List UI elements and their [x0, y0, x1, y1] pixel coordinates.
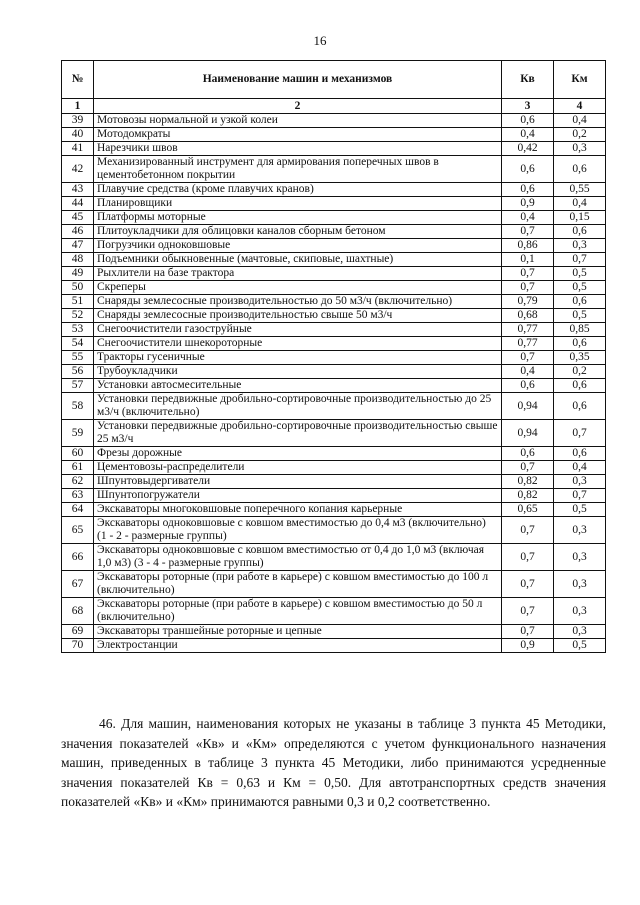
machine-name: Подъемники обыкновенные (мачтовые, скиповые, шахтные) [94, 253, 502, 267]
table-row [62, 365, 606, 379]
km-value: 0,85 [554, 323, 606, 337]
row-number: 63 [62, 489, 94, 503]
machine-name: Механизированный инструмент для армирования поперечных швов в цементобетонном покрытии [94, 156, 502, 183]
table-row [62, 489, 606, 503]
km-value: 0,15 [554, 211, 606, 225]
machine-name: Плитоукладчики для облицовки каналов сборным бетоном [94, 225, 502, 239]
km-value: 0,3 [554, 598, 606, 625]
kv-value: 0,9 [502, 639, 554, 653]
machine-name: Экскаваторы многоковшовые поперечного копания карьерные [94, 503, 502, 517]
machine-name: Экскаваторы роторные (при работе в карьере) с ковшом вместимостью до 50 л (включительно) [94, 598, 502, 625]
table-row [62, 295, 606, 309]
km-value: 0,6 [554, 295, 606, 309]
column-number-3: 3 [502, 99, 554, 114]
table-row [62, 517, 606, 544]
row-number: 52 [62, 309, 94, 323]
row-number: 66 [62, 544, 94, 571]
km-value: 0,5 [554, 639, 606, 653]
row-number: 43 [62, 183, 94, 197]
km-value: 0,5 [554, 503, 606, 517]
machine-name: Снегоочистители газоструйные [94, 323, 502, 337]
table-row [62, 461, 606, 475]
page-number: 16 [313, 33, 327, 48]
row-number: 51 [62, 295, 94, 309]
machine-name: Мотодомкраты [94, 128, 502, 142]
machine-name: Погрузчики одноковшовые [94, 239, 502, 253]
km-value: 0,3 [554, 475, 606, 489]
km-value: 0,7 [554, 489, 606, 503]
machine-name: Установки передвижные дробильно-сортировочные производительностью свыше 25 м3/ч [94, 420, 502, 447]
column-number-2: 2 [94, 99, 502, 114]
kv-value: 0,65 [502, 503, 554, 517]
machine-name: Экскаваторы одноковшовые с ковшом вместимостью до 0,4 м3 (включительно) (1 - 2 - размерные группы) [94, 517, 502, 544]
machine-name: Установки автосмесительные [94, 379, 502, 393]
table-row [62, 598, 606, 625]
machine-name: Экскаваторы одноковшовые с ковшом вместимостью от 0,4 до 1,0 м3 (включая 1,0 м3) (3 - 4 - размерные группы) [94, 544, 502, 571]
row-number: 44 [62, 197, 94, 211]
km-value: 0,3 [554, 142, 606, 156]
machine-name: Цементовозы-распределители [94, 461, 502, 475]
row-number: 62 [62, 475, 94, 489]
row-number: 53 [62, 323, 94, 337]
header-kv: Кв [502, 61, 554, 99]
kv-value: 0,6 [502, 379, 554, 393]
kv-value: 0,94 [502, 393, 554, 420]
table-row [62, 239, 606, 253]
kv-value: 0,7 [502, 225, 554, 239]
table-row [62, 253, 606, 267]
table-row [62, 625, 606, 639]
header-number: № [62, 61, 94, 99]
kv-value: 0,94 [502, 420, 554, 447]
km-value: 0,4 [554, 461, 606, 475]
kv-value: 0,6 [502, 156, 554, 183]
table-row [62, 571, 606, 598]
row-number: 59 [62, 420, 94, 447]
km-value: 0,6 [554, 447, 606, 461]
row-number: 50 [62, 281, 94, 295]
kv-value: 0,7 [502, 544, 554, 571]
km-value: 0,55 [554, 183, 606, 197]
table-row [62, 475, 606, 489]
paragraph-46: 46. Для машин, наименования которых не указаны в таблице 3 пункта 45 Методики, значения показателей «Кв» и «Км» определяются с учетом функционального назначения машин, приведенных в таблице 3 пункта 45 Методики, либо принимаются усредненные значения показателей Кв = 0,63 и Км = 0,50. Для автотранспортных средств значения показателей «Кв» и «Км» принимаются равными 0,3 и 0,2 соответственно. [61, 716, 606, 809]
kv-value: 0,7 [502, 281, 554, 295]
table-row [62, 447, 606, 461]
machine-name: Мотовозы нормальной и узкой колеи [94, 114, 502, 128]
table-row [62, 309, 606, 323]
machines-table [61, 60, 606, 653]
km-value: 0,7 [554, 420, 606, 447]
row-number: 49 [62, 267, 94, 281]
kv-value: 0,6 [502, 183, 554, 197]
kv-value: 0,6 [502, 114, 554, 128]
machine-name: Планировщики [94, 197, 502, 211]
km-value: 0,3 [554, 625, 606, 639]
kv-value: 0,9 [502, 197, 554, 211]
row-number: 41 [62, 142, 94, 156]
machine-name: Скреперы [94, 281, 502, 295]
row-number: 39 [62, 114, 94, 128]
kv-value: 0,7 [502, 517, 554, 544]
table-row [62, 128, 606, 142]
row-number: 70 [62, 639, 94, 653]
km-value: 0,6 [554, 337, 606, 351]
kv-value: 0,7 [502, 351, 554, 365]
km-value: 0,7 [554, 253, 606, 267]
column-number-1: 1 [62, 99, 94, 114]
km-value: 0,6 [554, 379, 606, 393]
row-number: 69 [62, 625, 94, 639]
machine-name: Снаряды землесосные производительностью свыше 50 м3/ч [94, 309, 502, 323]
machine-name: Экскаваторы траншейные роторные и цепные [94, 625, 502, 639]
km-value: 0,3 [554, 239, 606, 253]
km-value: 0,6 [554, 225, 606, 239]
table-row [62, 351, 606, 365]
km-value: 0,6 [554, 156, 606, 183]
machine-name: Нарезчики швов [94, 142, 502, 156]
table-row [62, 323, 606, 337]
kv-value: 0,7 [502, 267, 554, 281]
kv-value: 0,77 [502, 323, 554, 337]
column-number-4: 4 [554, 99, 606, 114]
row-number: 58 [62, 393, 94, 420]
table-row [62, 225, 606, 239]
km-value: 0,3 [554, 544, 606, 571]
kv-value: 0,4 [502, 211, 554, 225]
km-value: 0,4 [554, 197, 606, 211]
machine-name: Плавучие средства (кроме плавучих кранов) [94, 183, 502, 197]
kv-value: 0,4 [502, 128, 554, 142]
kv-value: 0,79 [502, 295, 554, 309]
km-value: 0,3 [554, 517, 606, 544]
row-number: 61 [62, 461, 94, 475]
km-value: 0,4 [554, 114, 606, 128]
km-value: 0,2 [554, 365, 606, 379]
kv-value: 0,4 [502, 365, 554, 379]
km-value: 0,2 [554, 128, 606, 142]
row-number: 57 [62, 379, 94, 393]
table-row [62, 142, 606, 156]
machine-name: Рыхлители на базе трактора [94, 267, 502, 281]
row-number: 48 [62, 253, 94, 267]
row-number: 47 [62, 239, 94, 253]
machine-name: Фрезы дорожные [94, 447, 502, 461]
header-km: Км [554, 61, 606, 99]
table-header-row [62, 61, 606, 99]
table-row [62, 337, 606, 351]
row-number: 42 [62, 156, 94, 183]
row-number: 68 [62, 598, 94, 625]
machine-name: Экскаваторы роторные (при работе в карьере) с ковшом вместимостью до 100 л (включительно) [94, 571, 502, 598]
km-value: 0,5 [554, 281, 606, 295]
kv-value: 0,77 [502, 337, 554, 351]
row-number: 40 [62, 128, 94, 142]
row-number: 45 [62, 211, 94, 225]
km-value: 0,3 [554, 571, 606, 598]
row-number: 56 [62, 365, 94, 379]
machine-name: Снаряды землесосные производительностью до 50 м3/ч (включительно) [94, 295, 502, 309]
kv-value: 0,82 [502, 489, 554, 503]
machine-name: Трубоукладчики [94, 365, 502, 379]
kv-value: 0,7 [502, 461, 554, 475]
machine-name: Тракторы гусеничные [94, 351, 502, 365]
kv-value: 0,7 [502, 625, 554, 639]
row-number: 54 [62, 337, 94, 351]
kv-value: 0,7 [502, 598, 554, 625]
table-row [62, 393, 606, 420]
machine-name: Шпунтопогружатели [94, 489, 502, 503]
machine-name: Установки передвижные дробильно-сортировочные производительностью до 25 м3/ч (включительно) [94, 393, 502, 420]
kv-value: 0,42 [502, 142, 554, 156]
kv-value: 0,86 [502, 239, 554, 253]
kv-value: 0,1 [502, 253, 554, 267]
table-row [62, 197, 606, 211]
column-numbers-row [62, 99, 606, 114]
machine-name: Платформы моторные [94, 211, 502, 225]
row-number: 67 [62, 571, 94, 598]
table-body [62, 114, 606, 653]
km-value: 0,5 [554, 309, 606, 323]
kv-value: 0,82 [502, 475, 554, 489]
table-row [62, 503, 606, 517]
table-row [62, 267, 606, 281]
table-row [62, 156, 606, 183]
row-number: 46 [62, 225, 94, 239]
header-name: Наименование машин и механизмов [94, 61, 502, 99]
table-row [62, 420, 606, 447]
table-row [62, 211, 606, 225]
kv-value: 0,7 [502, 571, 554, 598]
row-number: 64 [62, 503, 94, 517]
table-row [62, 114, 606, 128]
table-row [62, 183, 606, 197]
row-number: 55 [62, 351, 94, 365]
row-number: 65 [62, 517, 94, 544]
km-value: 0,5 [554, 267, 606, 281]
row-number: 60 [62, 447, 94, 461]
km-value: 0,6 [554, 393, 606, 420]
kv-value: 0,6 [502, 447, 554, 461]
machine-name: Электростанции [94, 639, 502, 653]
machine-name: Снегоочистители шнекороторные [94, 337, 502, 351]
kv-value: 0,68 [502, 309, 554, 323]
km-value: 0,35 [554, 351, 606, 365]
table-row [62, 379, 606, 393]
table-row [62, 639, 606, 653]
machine-name: Шпунтовыдергиватели [94, 475, 502, 489]
table-row [62, 281, 606, 295]
table-row [62, 544, 606, 571]
